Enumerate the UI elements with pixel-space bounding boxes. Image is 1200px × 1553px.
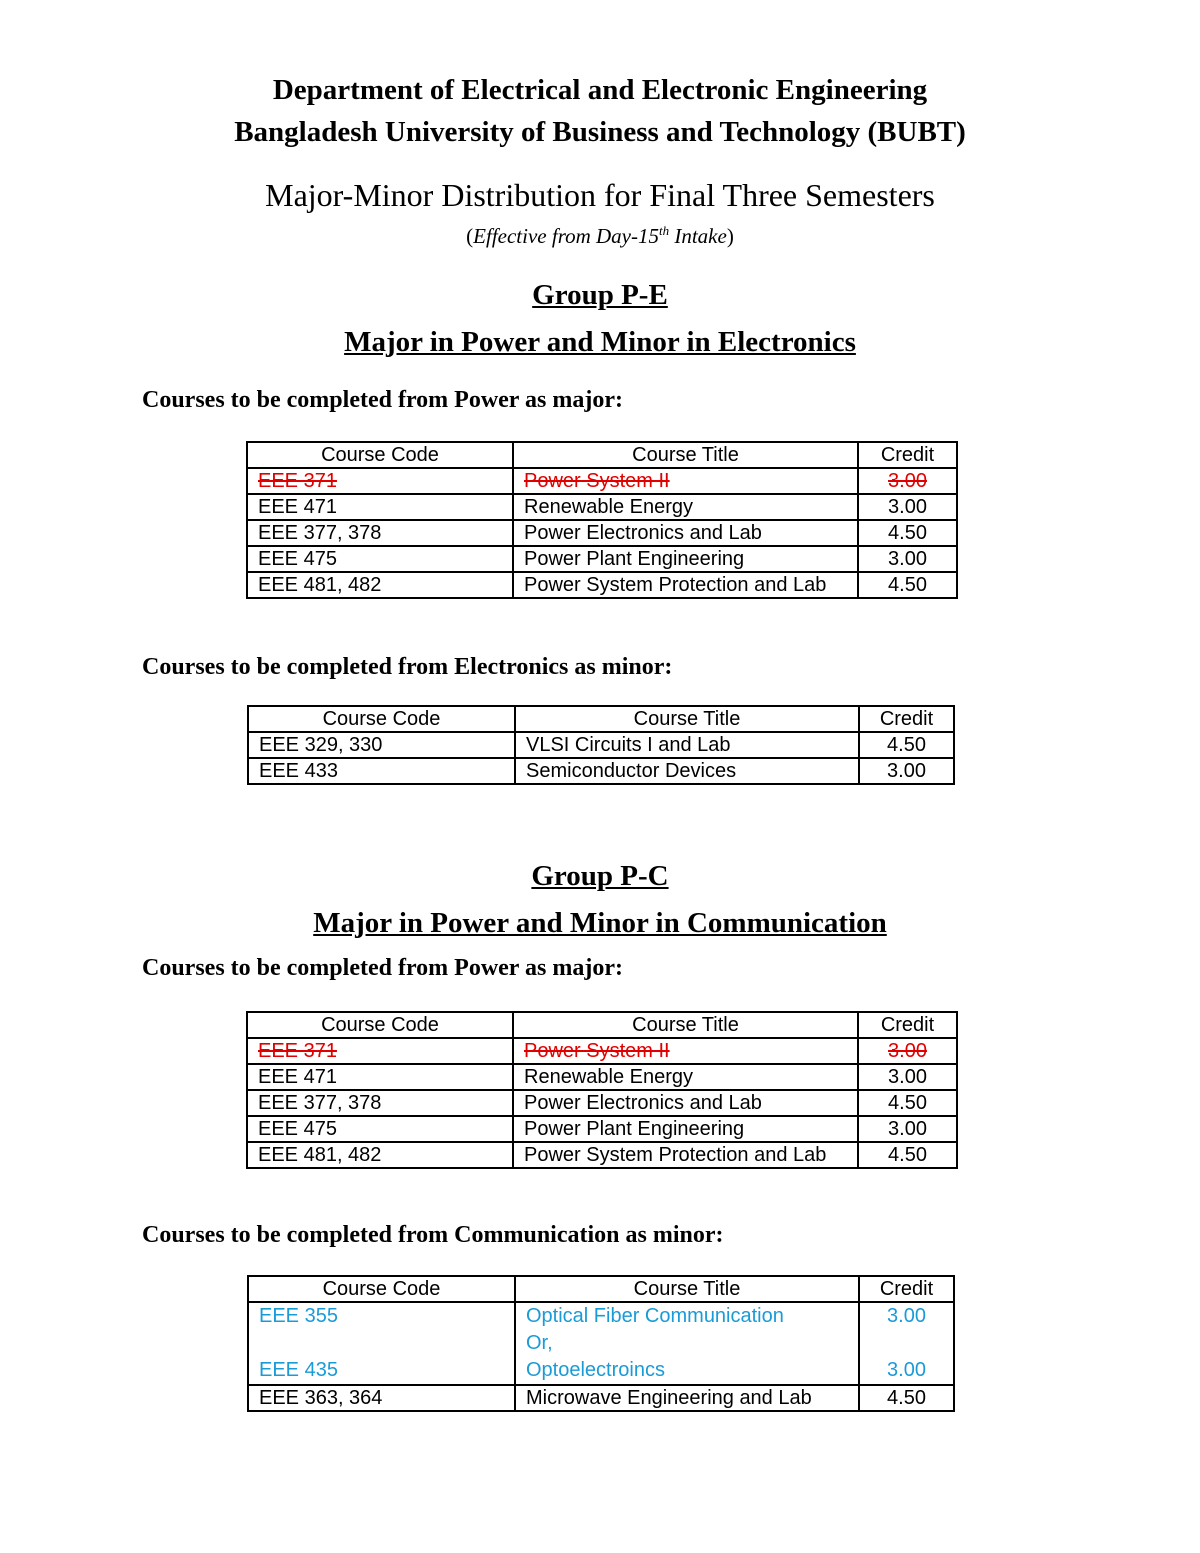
course-code: EEE 471 [247, 1064, 513, 1090]
course-code: EEE 377, 378 [247, 520, 513, 546]
course-code: EEE 329, 330 [248, 732, 515, 758]
course-code-alternatives [248, 1302, 515, 1385]
course-credit: 4.50 [859, 732, 954, 758]
course-code: EEE 377, 378 [247, 1090, 513, 1116]
group-pe-title: Group P-E [532, 279, 668, 311]
group-pc-title: Group P-C [531, 860, 669, 892]
course-code: EEE 481, 482 [247, 572, 513, 598]
course-credit: 4.50 [858, 520, 957, 546]
table-row [247, 1116, 957, 1142]
table-header-row [248, 706, 954, 732]
header-course-code: Course Code [247, 1012, 513, 1038]
effective-close: ) [726, 224, 734, 248]
group-pc-major-table [246, 1011, 958, 1169]
table-row [248, 1385, 954, 1411]
header-credit: Credit [858, 1012, 957, 1038]
course-credit: 3.00 [858, 1038, 957, 1064]
or-separator: Or, [526, 1332, 553, 1354]
effective-tail: Intake [669, 224, 727, 248]
course-credit: 4.50 [858, 1142, 957, 1168]
group-pc-subtitle: Major in Power and Minor in Communication [313, 907, 887, 939]
header-course-code: Course Code [247, 442, 513, 468]
course-credit: 3.00 [858, 494, 957, 520]
course-title: Power Electronics and Lab [513, 1090, 858, 1116]
course-credit: 3.00 [859, 758, 954, 784]
course-code: EEE 481, 482 [247, 1142, 513, 1168]
header-course-title: Course Title [513, 442, 858, 468]
table-row [247, 1090, 957, 1116]
table-row [247, 572, 957, 598]
course-title: Microwave Engineering and Lab [515, 1385, 859, 1411]
course-code: EEE 433 [248, 758, 515, 784]
university-name: Bangladesh University of Business and Technology (BUBT) [234, 116, 966, 148]
group-pe-major-table [246, 441, 958, 599]
course-credit: 3.00 [858, 468, 957, 494]
table-row [247, 520, 957, 546]
course-title: Renewable Energy [513, 494, 858, 520]
course-title: Power Plant Engineering [513, 1116, 858, 1142]
course-title: Power Electronics and Lab [513, 520, 858, 546]
table-row-alternatives [248, 1302, 954, 1385]
course-code: EEE 371 [247, 468, 513, 494]
course-title-alternatives [515, 1302, 859, 1385]
document-title: Major-Minor Distribution for Final Three Semesters [265, 177, 935, 213]
course-credit-alternatives [859, 1302, 954, 1385]
effective-text: Effective from Day-15 [473, 224, 659, 248]
effective-open: ( [466, 224, 474, 248]
course-title: Power System Protection and Lab [513, 1142, 858, 1168]
group-pe-major-label: Courses to be completed from Power as major: [142, 387, 623, 413]
group-pe-minor-table [247, 705, 955, 785]
course-title: Power System II [513, 1038, 858, 1064]
table-row [247, 468, 957, 494]
table-row [247, 1064, 957, 1090]
table-row [247, 1142, 957, 1168]
course-title: Renewable Energy [513, 1064, 858, 1090]
spacer [870, 1330, 943, 1357]
course-code: EEE 475 [247, 1116, 513, 1142]
header-credit: Credit [859, 1276, 954, 1302]
table-header-row [247, 442, 957, 468]
course-title: Optical Fiber Communication [526, 1305, 784, 1327]
course-title: Optoelectroincs [526, 1359, 665, 1381]
course-code: EEE 371 [247, 1038, 513, 1064]
course-code: EEE 355 [259, 1305, 338, 1327]
header-course-code: Course Code [248, 1276, 515, 1302]
effective-note [0, 223, 1200, 249]
course-title: VLSI Circuits I and Lab [515, 732, 859, 758]
course-title: Power System Protection and Lab [513, 572, 858, 598]
course-credit: 3.00 [858, 1064, 957, 1090]
header-course-title: Course Title [515, 1276, 859, 1302]
header-credit: Credit [858, 442, 957, 468]
table-row [247, 546, 957, 572]
table-row [247, 1038, 957, 1064]
course-credit: 3.00 [858, 546, 957, 572]
course-title: Power Plant Engineering [513, 546, 858, 572]
table-row [248, 758, 954, 784]
header-course-title: Course Title [515, 706, 859, 732]
course-credit: 3.00 [887, 1305, 926, 1327]
department-name: Department of Electrical and Electronic Engineering [272, 74, 928, 106]
table-header-row [247, 1012, 957, 1038]
course-credit: 3.00 [858, 1116, 957, 1142]
course-code: EEE 475 [247, 546, 513, 572]
course-credit: 4.50 [858, 572, 957, 598]
table-header-row [248, 1276, 954, 1302]
effective-sup: th [658, 223, 670, 238]
course-code: EEE 471 [247, 494, 513, 520]
group-pe-minor-label: Courses to be completed from Electronics as minor: [142, 654, 673, 680]
table-row [248, 732, 954, 758]
group-pc-minor-label: Courses to be completed from Communication as minor: [142, 1222, 724, 1248]
table-row [247, 494, 957, 520]
group-pe-subtitle: Major in Power and Minor in Electronics [344, 326, 856, 358]
course-credit: 3.00 [887, 1359, 926, 1381]
header-credit: Credit [859, 706, 954, 732]
course-credit: 4.50 [859, 1385, 954, 1411]
course-title: Semiconductor Devices [515, 758, 859, 784]
header-course-code: Course Code [248, 706, 515, 732]
course-code: EEE 363, 364 [248, 1385, 515, 1411]
group-pc-major-label: Courses to be completed from Power as major: [142, 955, 623, 981]
course-title: Power System II [513, 468, 858, 494]
spacer [259, 1330, 504, 1357]
header-course-title: Course Title [513, 1012, 858, 1038]
course-code: EEE 435 [259, 1359, 338, 1381]
group-pc-minor-table [247, 1275, 955, 1412]
course-credit: 4.50 [858, 1090, 957, 1116]
